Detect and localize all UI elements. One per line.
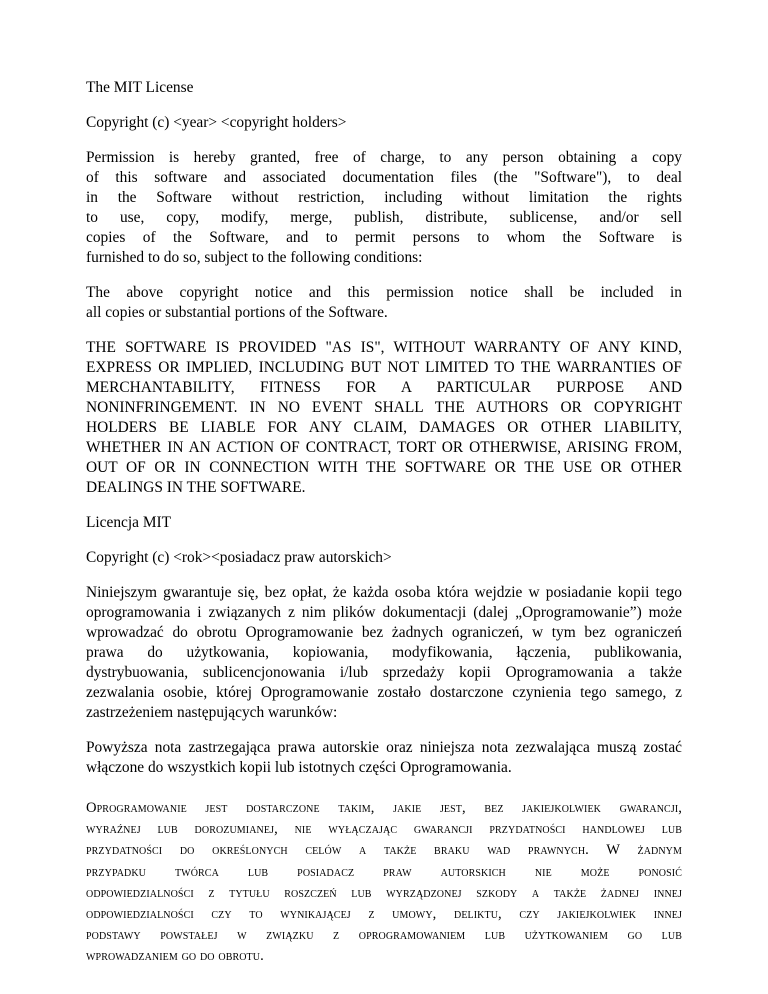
text-line: prawa do użytkowania, kopiowania, modyfikowania, łączenia, publikowania,: [86, 644, 682, 661]
text-line: dystrybuowania, sublicencjonowania i/lub sprzedaży kopii Oprogramowania a także: [86, 664, 682, 681]
text-line: THE SOFTWARE IS PROVIDED "AS IS", WITHOUT WARRANTY OF ANY KIND,: [86, 339, 682, 356]
text-line: MERCHANTABILITY, FITNESS FOR A PARTICULAR PURPOSE AND: [86, 379, 682, 396]
text-line: podstawy powstałej w związku z oprogramowaniem lub użytkowaniem go lub: [86, 927, 682, 944]
text-line: WHETHER IN AN ACTION OF CONTRACT, TORT OR OTHERWISE, ARISING FROM,: [86, 439, 682, 456]
text-line: OUT OF OR IN CONNECTION WITH THE SOFTWARE OR THE USE OR OTHER: [86, 459, 682, 476]
text-line: furnished to do so, subject to the following conditions:: [86, 249, 423, 266]
pl-warranty-disclaimer: [86, 798, 682, 968]
text-line: wprowadzać do obrotu Oprogramowanie bez żadnych ograniczeń, w tym bez ograniczeń: [86, 624, 682, 641]
en-license-title: The MIT License: [86, 79, 194, 96]
text-line: wyraźnej lub dorozumianej, nie wyłączając gwarancji przydatności handlowej lub: [86, 821, 682, 838]
text-line: to use, copy, modify, merge, publish, distribute, sublicense, and/or sell: [86, 209, 682, 226]
text-line: The above copyright notice and this permission notice shall be included in: [86, 284, 682, 301]
license-document: [86, 78, 682, 983]
text-line: Niniejszym gwarantuje się, bez opłat, że każda osoba która wejdzie w posiadanie kopii tego: [86, 584, 682, 601]
text-line: NONINFRINGEMENT. IN NO EVENT SHALL THE AUTHORS OR COPYRIGHT: [86, 399, 682, 416]
text-line: zezwalania osobie, której Oprogramowanie zostało dostarczone czynienia tego samego, z: [86, 684, 682, 701]
text-line: Powyższa nota zastrzegająca prawa autorskie oraz niniejsza nota zezwalająca muszą zostać: [86, 739, 682, 756]
text-line: przydatności do określonych celów a także braku wad prawnych. W żadnym: [86, 842, 682, 859]
text-line: wprowadzaniem go do obrotu.: [86, 948, 264, 965]
text-line: HOLDERS BE LIABLE FOR ANY CLAIM, DAMAGES OR OTHER LIABILITY,: [86, 419, 682, 436]
text-line: odpowiedzialności czy to wynikającej z umowy, deliktu, czy jakiejkolwiek innej: [86, 906, 682, 923]
pl-license-title: Licencja MIT: [86, 514, 172, 531]
text-line: in the Software without restriction, including without limitation the rights: [86, 189, 682, 206]
text-line: zastrzeżeniem następujących warunków:: [86, 704, 338, 721]
en-copyright-line: Copyright (c) <year> <copyright holders>: [86, 114, 347, 131]
text-line: EXPRESS OR IMPLIED, INCLUDING BUT NOT LIMITED TO THE WARRANTIES OF: [86, 359, 682, 376]
text-line: copies of the Software, and to permit persons to whom the Software is: [86, 229, 682, 246]
text-line: przypadku twórca lub posiadacz praw autorskich nie może ponosić: [86, 863, 682, 880]
text-line: włączone do wszystkich kopii lub istotnych części Oprogramowania.: [86, 759, 512, 776]
pl-copyright-line: Copyright (c) <rok><posiadacz praw autorskich>: [86, 549, 392, 566]
text-line: oprogramowania i związanych z nim plików dokumentacji (dalej „Oprogramowanie”) może: [86, 604, 682, 621]
text-line: all copies or substantial portions of the Software.: [86, 304, 388, 321]
en-notice-paragraph: [86, 283, 682, 323]
text-line: of this software and associated documentation files (the "Software"), to deal: [86, 169, 682, 186]
text-line: DEALINGS IN THE SOFTWARE.: [86, 479, 306, 496]
pl-notice-paragraph: [86, 738, 682, 778]
text-line: Permission is hereby granted, free of charge, to any person obtaining a copy: [86, 149, 682, 166]
en-warranty-disclaimer: [86, 338, 682, 498]
pl-permission-paragraph: [86, 583, 682, 723]
text-line: Oprogramowanie jest dostarczone takim, jakie jest, bez jakiejkolwiek gwarancji,: [86, 800, 682, 816]
text-line: odpowiedzialności z tytułu roszczeń lub wyrządzonej szkody a także żadnej innej: [86, 884, 682, 901]
en-permission-paragraph: [86, 148, 682, 268]
